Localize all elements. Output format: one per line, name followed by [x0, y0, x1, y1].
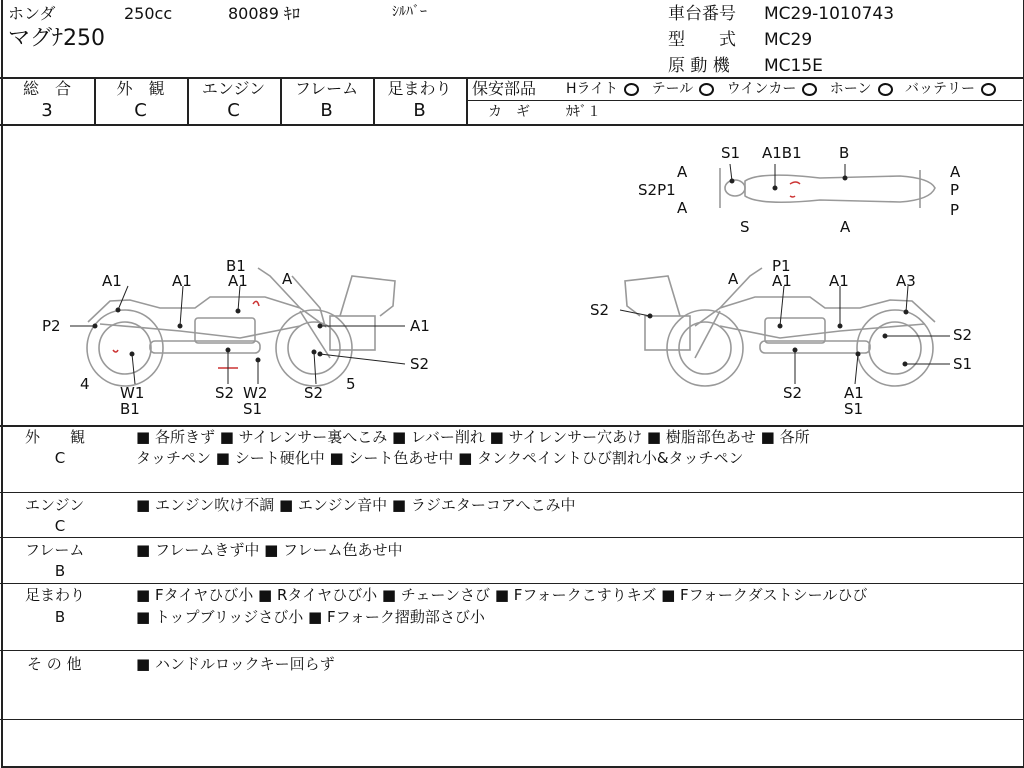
- diag-label: S1: [721, 144, 741, 162]
- diag-label: A: [282, 270, 293, 288]
- remark-text-other: ■ ハンドルロックキー回らず: [136, 655, 335, 673]
- engine-label: 原 動 機: [668, 56, 730, 76]
- type-value: MC29: [764, 30, 813, 50]
- type-label: 型 式: [668, 30, 736, 50]
- color: ｼﾙﾊﾞｰ: [392, 4, 427, 20]
- remark-text-engine: ■ エンジン吹け不調 ■ エンジン音中 ■ ラジエターコアへこみ中: [136, 496, 576, 514]
- engine-value: MC15E: [764, 56, 823, 76]
- ok-circle-icon: [699, 83, 714, 96]
- diag-label: A: [677, 163, 688, 181]
- diag-label: A1: [410, 317, 430, 335]
- divider: [0, 492, 1024, 493]
- maker: ホンダ: [8, 4, 56, 23]
- frame-no-label: 車台番号: [668, 4, 736, 24]
- remark-label-frame: フレーム: [25, 541, 85, 559]
- frame-grade: B: [320, 100, 333, 121]
- diag-label: S1: [243, 400, 263, 418]
- diag-label: P1: [772, 257, 791, 275]
- total-label: 総 合: [22, 79, 71, 98]
- diag-label: A1: [772, 272, 792, 290]
- diag-label: S2: [410, 355, 430, 373]
- safety-item-headlight: Hライト: [566, 81, 619, 97]
- damage-marks: [113, 182, 800, 368]
- suspension-grade: B: [413, 100, 426, 121]
- key-value: ｶｷﾞ１: [566, 104, 601, 120]
- diag-label: S2P1: [638, 181, 676, 199]
- remark-text-suspension: ■ トップブリッジさび小 ■ Fフォーク摺動部さび小: [136, 608, 485, 626]
- diag-label: B1: [120, 400, 140, 418]
- remark-label-engine: エンジン: [25, 496, 85, 514]
- diag-label: S2: [590, 301, 610, 319]
- diag-label: S2: [953, 326, 973, 344]
- exterior-grade: C: [134, 100, 147, 121]
- remark-label-suspension: 足まわり: [25, 586, 86, 604]
- safety-items: [566, 82, 1004, 96]
- mileage: 80089 ｷﾛ: [228, 4, 300, 23]
- diag-label: 4: [80, 375, 90, 393]
- remark-text-frame: ■ フレームきず中 ■ フレーム色あせ中: [136, 541, 403, 559]
- diag-label: A: [840, 218, 851, 236]
- leader-lines: [70, 164, 950, 384]
- diag-label: A: [677, 199, 688, 217]
- diag-label: S2: [783, 384, 803, 402]
- divider: [0, 537, 1024, 538]
- diag-label: A1: [172, 272, 192, 290]
- safety-item-winker: ウインカー: [726, 81, 797, 97]
- divider: [466, 78, 468, 124]
- displacement: 250cc: [124, 4, 173, 23]
- remark-grade-exterior: C: [54, 449, 66, 467]
- ok-circle-icon: [878, 83, 893, 96]
- divider: [0, 425, 1024, 427]
- diag-label: A1: [844, 384, 864, 402]
- remark-text-exterior: ■ 各所きず ■ サイレンサー裏へこみ ■ レバー削れ ■ サイレンサー穴あけ ■ 樹脂部色あせ ■ 各所: [136, 428, 810, 446]
- diag-label: W2: [243, 384, 268, 402]
- diag-label: S1: [953, 355, 973, 373]
- remark-grade-frame: B: [54, 562, 66, 580]
- diag-label: S2: [215, 384, 235, 402]
- diag-label: P2: [42, 317, 61, 335]
- safety-title: 保安部品: [472, 79, 537, 98]
- ok-circle-icon: [802, 83, 817, 96]
- key-label: カ ギ: [488, 104, 530, 120]
- remark-text-exterior: タッチペン ■ シート硬化中 ■ シート色あせ中 ■ タンクペイントひび割れ小&タッチペン: [136, 449, 744, 467]
- frame-no: MC29-1010743: [764, 4, 895, 24]
- exterior-label: 外 観: [116, 79, 165, 98]
- diag-label: A3: [896, 272, 916, 290]
- frame-grade-label: フレーム: [294, 79, 359, 98]
- diag-label: A: [728, 270, 739, 288]
- diag-label: S1: [844, 400, 864, 418]
- diag-label: A1B1: [762, 144, 802, 162]
- divider: [0, 650, 1024, 651]
- diag-label: 5: [346, 375, 356, 393]
- ok-circle-icon: [981, 83, 996, 96]
- divider: [468, 100, 1022, 101]
- diag-label: A: [950, 163, 961, 181]
- diag-label: B: [839, 144, 850, 162]
- safety-item-battery: バッテリー: [904, 81, 975, 97]
- ok-circle-icon: [624, 83, 639, 96]
- remark-grade-suspension: B: [54, 608, 66, 626]
- safety-item-horn: ホーン: [829, 81, 872, 97]
- remark-grade-engine: C: [54, 517, 66, 535]
- suspension-grade-label: 足まわり: [387, 79, 452, 98]
- engine-grade-label: エンジン: [201, 79, 266, 98]
- bike-diagram: [0, 126, 1024, 424]
- total-grade: 3: [41, 100, 53, 121]
- diag-label: A1: [228, 272, 248, 290]
- diag-label: A1: [102, 272, 122, 290]
- diag-label: S: [740, 218, 750, 236]
- diag-label: P: [950, 181, 960, 199]
- remark-label-exterior: 外 観: [25, 428, 86, 446]
- remark-label-other: そ の 他: [27, 655, 82, 673]
- diag-label: A1: [829, 272, 849, 290]
- divider: [0, 583, 1024, 584]
- remark-text-suspension: ■ Fタイヤひび小 ■ Rタイヤひび小 ■ チェーンさび ■ Fフォークこすりキズ ■ Fフォークダストシールひび: [136, 586, 868, 604]
- engine-grade: C: [227, 100, 240, 121]
- diag-label: S2: [304, 384, 324, 402]
- diag-label: W1: [120, 384, 145, 402]
- divider: [0, 719, 1024, 720]
- bike-top-view: [720, 168, 935, 208]
- safety-item-tail: テール: [651, 81, 694, 97]
- model-name: マグﾅ250: [8, 26, 105, 51]
- diag-label: P: [950, 201, 960, 219]
- diag-label: B1: [226, 257, 246, 275]
